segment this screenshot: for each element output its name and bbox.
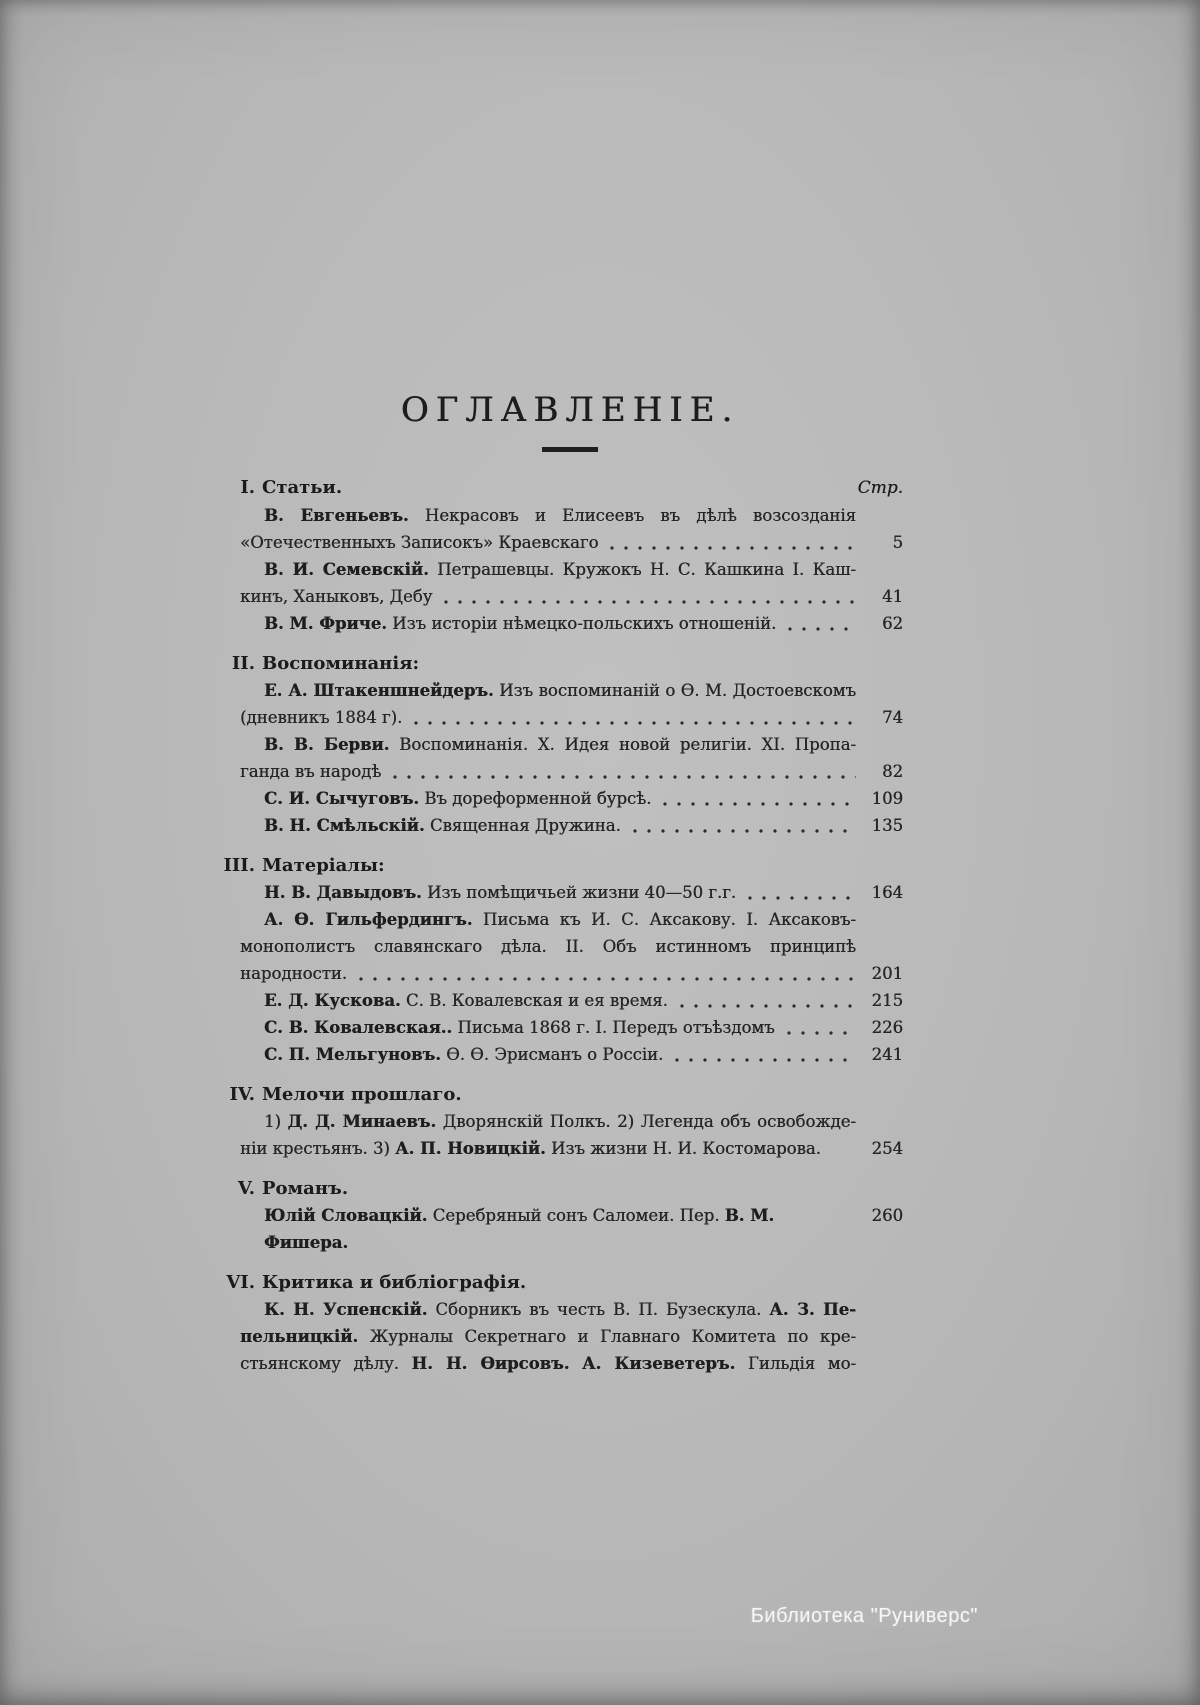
author-name: Е. А. Штакеншнейдеръ.	[264, 681, 494, 700]
section-numeral: VI.	[226, 1272, 255, 1293]
leader-dots	[658, 801, 856, 807]
section-heading	[237, 1175, 903, 1202]
entry-line	[237, 1041, 903, 1068]
entry-line	[237, 960, 903, 987]
toc-section	[237, 1175, 903, 1256]
entry-text	[240, 704, 402, 731]
author-name: В. М. Фишера.	[264, 1206, 775, 1252]
page-number: 5	[892, 533, 903, 552]
entry-text-segment: Серебряный сонъ Саломеи. Пер.	[427, 1206, 725, 1225]
entry-line	[237, 583, 903, 610]
entry-text-segment: «Отечественныхъ Записокъ» Краевскаго	[240, 533, 599, 552]
entry-text-segment: Священная Дружина.	[424, 816, 621, 835]
entry-text	[240, 529, 598, 556]
entry-text-segment: Изъ помѣщичьей жизни 40—50 г.г.	[421, 883, 737, 902]
leader-space	[828, 1151, 856, 1157]
entry-text	[264, 987, 668, 1014]
entry-text-segment: Дворянскій Полкъ. 2) Легенда объ освобожде-	[436, 1112, 856, 1131]
section-title: Матеріалы:	[262, 855, 385, 876]
entry-text	[240, 1135, 821, 1162]
entry-text-segment: Сборникъ въ честь В. П. Бузескула.	[427, 1300, 770, 1319]
page-number: 41	[882, 587, 903, 606]
author-name: В. Н. Смѣльскій.	[264, 816, 425, 835]
toc-entry	[237, 556, 903, 610]
author-name: В. В. Берви.	[264, 735, 390, 754]
leader-dots	[439, 599, 856, 605]
leader-dots	[628, 828, 856, 834]
entry-line	[237, 731, 903, 758]
entry-line	[237, 1350, 903, 1377]
entry-text-segment: Журналы Секретнаго и Главнаго Комитета по кре-	[358, 1327, 856, 1346]
entry-text	[240, 1327, 856, 1346]
author-name: С. В. Ковалевская..	[264, 1018, 453, 1037]
author-name: В. Евгеньевъ.	[264, 506, 409, 525]
toc-section	[229, 1081, 903, 1162]
toc-entry	[237, 731, 903, 785]
toc-section	[223, 852, 903, 1068]
entry-line	[237, 1202, 903, 1256]
toc-section	[231, 650, 903, 839]
entry-text	[264, 1300, 856, 1319]
entry-line	[237, 610, 903, 637]
page-number: 226	[871, 1018, 903, 1037]
toc-section	[226, 1269, 903, 1377]
entry-text-segment: С. В. Ковалевская и ея время.	[400, 991, 668, 1010]
author-name: К. Н. Успенскій.	[264, 1300, 428, 1319]
author-name: Н. В. Давыдовъ.	[264, 883, 422, 902]
page-number: 215	[871, 991, 903, 1010]
entry-line	[237, 556, 903, 583]
entry-line	[237, 704, 903, 731]
entry-text	[240, 583, 432, 610]
toc-entry	[237, 906, 903, 987]
toc-entry	[237, 1014, 903, 1041]
entry-text-segment: Письма къ И. С. Аксакову. І. Аксаковъ-	[472, 910, 856, 929]
leader-dots	[388, 774, 856, 780]
author-name: А. Кизеветеръ.	[582, 1354, 736, 1373]
watermark: Библиотека "Руниверс"	[750, 1605, 978, 1627]
section-numeral: III.	[223, 855, 255, 876]
entry-text	[240, 758, 381, 785]
author-name: Д. Д. Минаевъ.	[287, 1112, 437, 1131]
entry-line	[237, 1135, 903, 1162]
section-title: Критика и библіографія.	[262, 1272, 527, 1293]
toc-entry	[237, 610, 903, 637]
entry-line	[237, 1296, 903, 1323]
section-heading	[226, 1269, 903, 1296]
entry-text	[264, 1014, 775, 1041]
toc-entry	[237, 677, 903, 731]
toc-entry	[237, 812, 903, 839]
page-number: 164	[871, 883, 903, 902]
entry-line	[237, 879, 903, 906]
entry-line	[237, 785, 903, 812]
entry-line	[237, 1014, 903, 1041]
entry-text	[264, 812, 621, 839]
author-name: Юлій Словацкій.	[264, 1206, 428, 1225]
author-name: А. Ѳ. Гильфердингъ.	[264, 910, 473, 929]
entry-text	[264, 610, 776, 637]
section-title: Романъ.	[262, 1178, 349, 1199]
page-number: 82	[882, 762, 903, 781]
author-name: Н. Н. Ѳирсовъ.	[411, 1354, 570, 1373]
page-number: 201	[871, 964, 903, 983]
leader-dots	[670, 1057, 856, 1063]
section-numeral: II.	[231, 653, 255, 674]
entry-text	[264, 681, 856, 700]
entry-text-segment: Изъ исторіи нѣмецко-польскихъ отношеній.	[386, 614, 777, 633]
author-name: С. П. Мельгуновъ.	[264, 1045, 441, 1064]
entry-text	[240, 960, 347, 987]
author-name: С. И. Сычуговъ.	[264, 789, 419, 808]
author-name: А. П. Новицкій.	[395, 1139, 546, 1158]
entry-text	[264, 785, 651, 812]
page-column-header: Стр.	[857, 478, 903, 498]
entry-text	[264, 879, 736, 906]
page-number: 254	[871, 1139, 903, 1158]
toc	[223, 474, 903, 1377]
entry-text-segment: Петрашевцы. Кружокъ Н. С. Кашкина І. Каш-	[428, 560, 856, 579]
leader-dots	[409, 720, 856, 726]
section-heading	[231, 650, 903, 677]
author-name: пельницкій.	[240, 1327, 359, 1346]
section-title: Статьи.	[262, 477, 343, 498]
author-name: Е. Д. Кускова.	[264, 991, 401, 1010]
entry-text	[240, 1354, 856, 1373]
entry-text-segment: кинъ, Ханыковъ, Дебу	[240, 587, 433, 606]
entry-text-segment: Воспоминанія. X. Идея новой религіи. XI. Пропа-	[389, 735, 856, 754]
entry-text-segment: Гильдія мо-	[735, 1354, 856, 1373]
entry-text-segment: монополистъ славянскаго дѣла. II. Объ истинномъ принципѣ	[240, 937, 856, 956]
page-number: 241	[871, 1045, 903, 1064]
author-name: В. М. Фриче.	[264, 614, 387, 633]
entry-line	[237, 906, 903, 933]
entry-line	[237, 758, 903, 785]
toc-entry	[237, 502, 903, 556]
entry-text-segment: Ѳ. Ѳ. Эрисманъ о Россіи.	[440, 1045, 664, 1064]
leader-dots	[743, 895, 856, 901]
page-number: 260	[871, 1206, 903, 1225]
entry-text	[264, 1112, 856, 1131]
entry-line	[237, 502, 903, 529]
entry-text-segment: ганда въ народѣ	[240, 762, 382, 781]
entry-text-segment: Некрасовъ и Елисеевъ въ дѣлѣ возсозданія	[408, 506, 856, 525]
toc-entry	[237, 1041, 903, 1068]
page-title: ОГЛАВЛЕНІЕ.	[400, 390, 740, 430]
leader-dots	[675, 1003, 856, 1009]
leader-space	[848, 1245, 856, 1251]
leader-dots	[782, 1030, 856, 1036]
entry-text-segment: Письма 1868 г. І. Передъ отъѣздомъ	[452, 1018, 775, 1037]
author-name: В. И. Семевскій.	[264, 560, 429, 579]
entry-line	[237, 677, 903, 704]
section-heading	[223, 852, 903, 879]
toc-entry	[237, 1108, 903, 1162]
toc-section	[237, 474, 903, 637]
entry-line	[237, 1323, 903, 1350]
section-title: Мелочи прошлаго.	[262, 1084, 462, 1105]
entry-text	[264, 910, 856, 929]
page-number: 109	[871, 789, 903, 808]
entry-text	[264, 735, 856, 754]
entry-text-segment: (дневникъ 1884 г).	[240, 708, 403, 727]
entry-text-segment	[569, 1354, 582, 1373]
entry-text-segment: Въ дореформенной бурсѣ.	[419, 789, 652, 808]
page-number: 135	[871, 816, 903, 835]
section-title: Воспоминанія:	[262, 653, 420, 674]
leader-dots	[605, 545, 856, 551]
toc-entry	[237, 987, 903, 1014]
entry-text-segment: 1)	[264, 1112, 288, 1131]
section-heading	[237, 474, 903, 502]
entry-text-segment: Изъ воспоминаній о Ѳ. М. Достоевскомъ	[493, 681, 856, 700]
page-number: 74	[882, 708, 903, 727]
entry-text	[264, 1202, 841, 1256]
entry-text-segment: ніи крестьянъ. 3)	[240, 1139, 396, 1158]
entry-text	[264, 1041, 663, 1068]
section-numeral: I.	[240, 477, 255, 498]
section-numeral: IV.	[229, 1084, 255, 1105]
toc-entry	[237, 785, 903, 812]
toc-entry	[237, 879, 903, 906]
entry-text-segment: стьянскому дѣлу.	[240, 1354, 412, 1373]
toc-entry	[237, 1296, 903, 1377]
toc-entry	[237, 1202, 903, 1256]
entry-text-segment: народности.	[240, 964, 348, 983]
entry-text	[264, 506, 856, 525]
entry-line	[237, 812, 903, 839]
toc-content	[223, 390, 903, 1377]
entry-line	[237, 933, 903, 960]
entry-line	[237, 987, 903, 1014]
entry-text	[264, 560, 856, 579]
author-name: А. З. Пе-	[769, 1300, 856, 1319]
entry-text-segment: Изъ жизни Н. И. Костомарова.	[545, 1139, 821, 1158]
entry-line	[237, 529, 903, 556]
leader-dots	[783, 626, 856, 632]
title-rule	[542, 447, 598, 452]
entry-text	[240, 937, 856, 956]
entry-line	[237, 1108, 903, 1135]
section-numeral: V.	[237, 1178, 255, 1199]
section-heading	[229, 1081, 903, 1108]
page-number: 62	[882, 614, 903, 633]
leader-dots	[354, 976, 856, 982]
